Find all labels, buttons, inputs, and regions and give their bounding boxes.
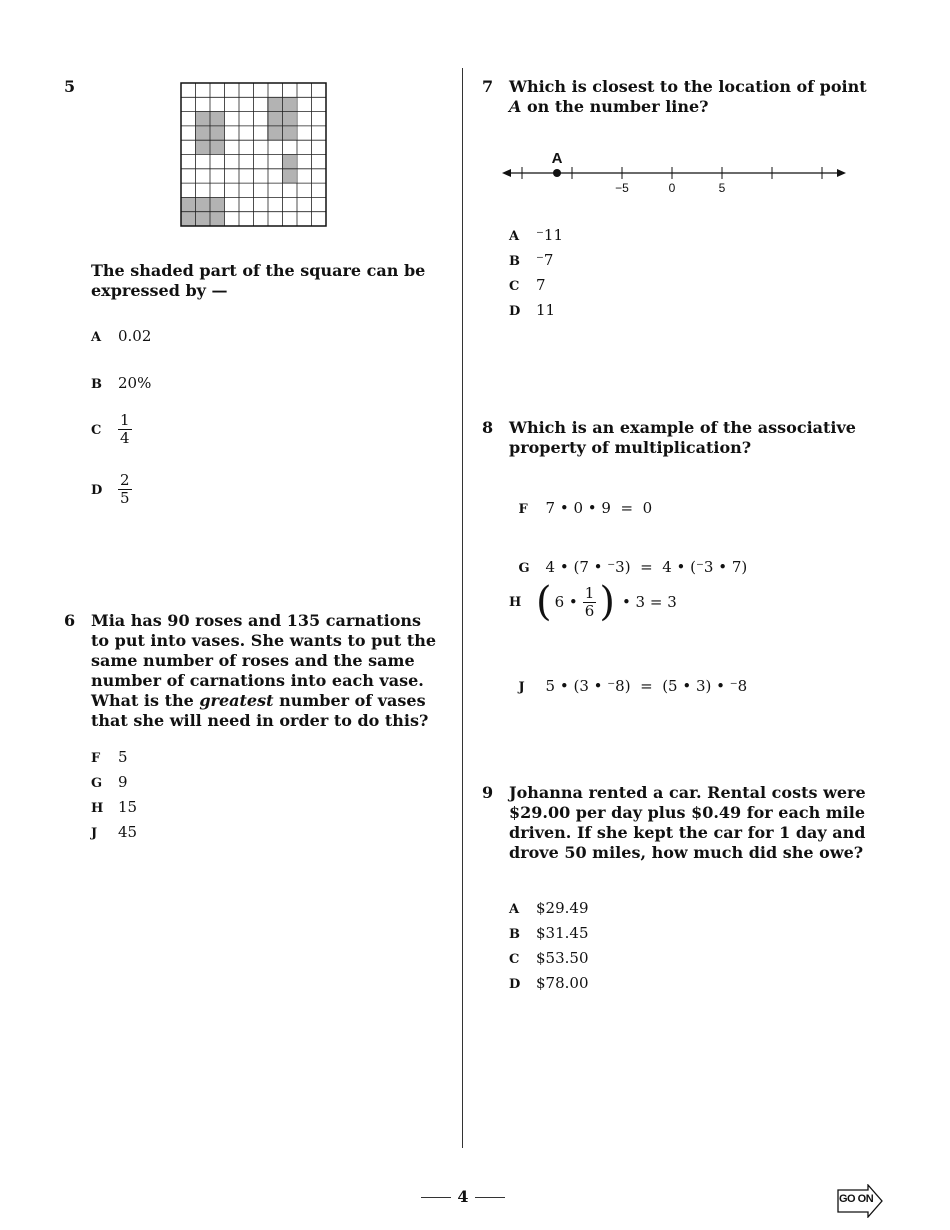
question-stem: Which is an example of the associative property of multiplication? bbox=[509, 418, 856, 457]
shaded-grid-figure bbox=[180, 82, 328, 228]
question-number: 5 bbox=[64, 77, 76, 96]
answer-option-b[interactable] bbox=[509, 248, 553, 274]
page-number: 4 bbox=[457, 1187, 469, 1206]
option-letter: D bbox=[509, 304, 521, 319]
fraction-denominator: 6 bbox=[584, 601, 595, 620]
expression-part: • 3 = 3 bbox=[621, 592, 677, 611]
option-text: 5 • (3 • ⁻8) = (5 • 3) • ⁻8 bbox=[545, 677, 748, 695]
answer-option-b[interactable] bbox=[91, 371, 151, 397]
shaded-region bbox=[267, 97, 296, 140]
answer-option-c[interactable] bbox=[509, 946, 589, 972]
answer-option-f[interactable] bbox=[509, 471, 652, 522]
option-letter: J bbox=[91, 826, 98, 841]
option-text: $31.45 bbox=[536, 924, 589, 942]
option-letter: F bbox=[518, 502, 528, 517]
answer-option-c[interactable] bbox=[509, 273, 546, 299]
number-line bbox=[500, 148, 850, 200]
option-letter: F bbox=[91, 751, 101, 766]
question-stem: Johanna rented a car. Rental costs were $29.00 per day plus $0.49 for each mile driven. If she kept the car for 1 day and drove 50 miles, how much did she owe? bbox=[509, 783, 866, 862]
point-label: A bbox=[551, 150, 563, 167]
stem-emphasis: greatest bbox=[199, 691, 274, 710]
tick-label: 5 bbox=[718, 181, 726, 195]
answer-option-d[interactable] bbox=[91, 472, 132, 507]
option-text: 20% bbox=[118, 374, 152, 392]
question-number: 9 bbox=[482, 783, 494, 802]
answer-option-b[interactable] bbox=[509, 921, 589, 947]
answer-option-d[interactable] bbox=[509, 298, 555, 324]
option-letter: H bbox=[91, 801, 104, 816]
option-letter: G bbox=[518, 561, 530, 576]
stem-text: Mia has 90 roses and 135 carnations to put into vases. She wants to put the same number of roses and the same number of carnations into each vase. What is the bbox=[91, 611, 437, 710]
footer-rule-right bbox=[475, 1197, 505, 1198]
option-letter: B bbox=[509, 254, 520, 269]
fraction-numerator: 2 bbox=[120, 471, 130, 489]
option-letter: B bbox=[91, 377, 102, 392]
option-text: $78.00 bbox=[536, 974, 589, 992]
fraction-numerator: 1 bbox=[584, 583, 595, 602]
answer-option-f[interactable] bbox=[91, 745, 128, 771]
option-text: 45 bbox=[118, 823, 138, 841]
option-letter: C bbox=[509, 279, 520, 294]
stem-text: on the number line? bbox=[521, 97, 709, 116]
tick-label: 0 bbox=[668, 181, 676, 195]
point-a-marker bbox=[553, 169, 561, 177]
option-text: 4 • (7 • ⁻3) = 4 • (⁻3 • 7) bbox=[545, 558, 748, 576]
stem-emphasis: A bbox=[509, 97, 522, 116]
tick-label: −5 bbox=[615, 181, 629, 195]
option-letter: A bbox=[91, 330, 102, 345]
option-letter: C bbox=[509, 952, 520, 967]
question-stem bbox=[91, 611, 443, 731]
fraction-denominator: 4 bbox=[120, 429, 130, 447]
fraction-numerator: 1 bbox=[120, 411, 130, 429]
answer-option-h[interactable] bbox=[509, 577, 677, 627]
go-on-label: GO ON bbox=[839, 1193, 874, 1205]
answer-option-a[interactable] bbox=[509, 223, 563, 249]
option-text: $53.50 bbox=[536, 949, 589, 967]
option-text: $29.49 bbox=[536, 899, 589, 917]
option-letter: A bbox=[509, 229, 520, 244]
option-letter: J bbox=[518, 680, 525, 695]
right-arrow-icon bbox=[837, 169, 846, 177]
option-text: 7 bbox=[536, 276, 546, 294]
option-text: 0.02 bbox=[118, 327, 152, 345]
option-text: ⁻11 bbox=[536, 226, 564, 244]
option-letter: G bbox=[91, 776, 103, 791]
question-stem: The shaded part of the square can be expressed by — bbox=[91, 261, 426, 300]
answer-option-j[interactable] bbox=[91, 820, 137, 846]
option-text: 9 bbox=[118, 773, 128, 791]
answer-option-g[interactable] bbox=[509, 530, 747, 581]
question-number: 7 bbox=[482, 77, 494, 96]
stem-text: number of vases that she will need in order to do this? bbox=[91, 691, 429, 730]
footer-rule-left bbox=[421, 1197, 451, 1198]
question-stem bbox=[509, 77, 879, 117]
answer-option-a[interactable] bbox=[91, 324, 151, 350]
open-paren: ( bbox=[536, 579, 552, 625]
option-letter: B bbox=[509, 927, 520, 942]
answer-option-g[interactable] bbox=[91, 770, 128, 796]
option-text: 5 bbox=[118, 748, 128, 766]
option-text: 11 bbox=[536, 301, 556, 319]
option-letter: D bbox=[509, 977, 521, 992]
option-letter: D bbox=[91, 482, 103, 498]
shaded-region bbox=[195, 111, 224, 154]
close-paren: ) bbox=[599, 579, 615, 625]
answer-option-j[interactable] bbox=[509, 649, 747, 700]
option-text: 15 bbox=[118, 798, 138, 816]
option-text: 7 • 0 • 9 = 0 bbox=[545, 499, 653, 517]
option-letter: C bbox=[91, 422, 102, 438]
option-fraction bbox=[118, 412, 132, 447]
go-on-button[interactable] bbox=[836, 1184, 884, 1222]
answer-option-d[interactable] bbox=[509, 971, 589, 997]
option-letter: A bbox=[509, 902, 520, 917]
option-text: ⁻7 bbox=[536, 251, 554, 269]
question-number: 6 bbox=[64, 611, 76, 630]
answer-option-a[interactable] bbox=[509, 896, 589, 922]
option-fraction bbox=[583, 585, 597, 620]
question-number: 8 bbox=[482, 418, 494, 437]
left-arrow-icon bbox=[502, 169, 511, 177]
fraction-denominator: 5 bbox=[120, 489, 130, 507]
option-letter: H bbox=[509, 594, 522, 610]
expression-part: 6 • bbox=[554, 592, 578, 611]
option-fraction bbox=[118, 472, 132, 507]
answer-option-c[interactable] bbox=[91, 412, 132, 447]
answer-option-h[interactable] bbox=[91, 795, 137, 821]
stem-text: Which is closest to the location of point bbox=[509, 77, 867, 96]
column-divider bbox=[462, 68, 463, 1148]
